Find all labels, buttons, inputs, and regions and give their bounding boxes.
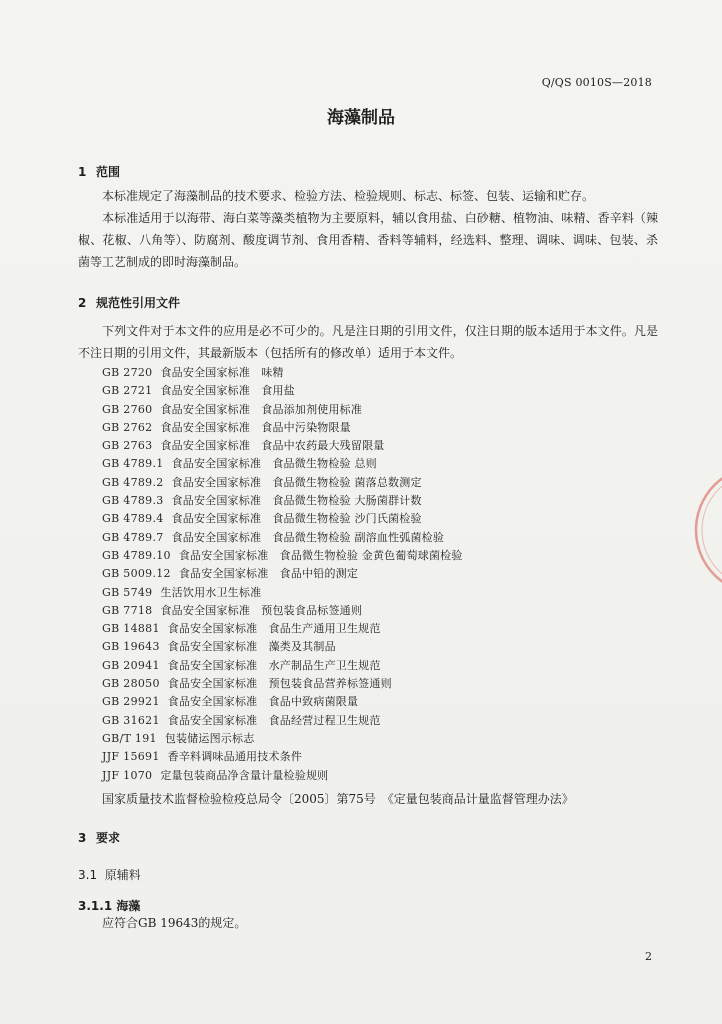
reference-code: GB 2760 — [102, 402, 153, 416]
reference-title: 食品安全国家标准 食品生产通用卫生规范 — [167, 622, 381, 636]
reference-title: 食品安全国家标准 食品中铅的测定 — [178, 567, 359, 581]
section-number: 2 — [78, 296, 87, 310]
reference-title: 食品安全国家标准 预包装食品标签通则 — [160, 603, 363, 617]
reference-item — [102, 602, 463, 620]
reference-code: GB 4789.2 — [102, 475, 164, 489]
reference-code: GB 5749 — [102, 585, 153, 599]
reference-item — [102, 547, 463, 565]
reference-list — [102, 364, 463, 785]
reference-code: GB 4789.3 — [102, 494, 164, 508]
reference-code: GB 5009.12 — [102, 567, 171, 581]
reference-title: 包装储运图示标志 — [164, 731, 255, 745]
reference-item — [102, 364, 463, 382]
reference-title: 食品安全国家标准 味精 — [160, 366, 284, 379]
reference-title: 食品安全国家标准 食品经营过程卫生规范 — [167, 713, 381, 727]
subsection-3-1-1-heading: 3.1.1 海藻 — [78, 899, 141, 913]
reference-item — [102, 437, 463, 455]
reference-code: GB 4789.1 — [102, 457, 164, 471]
reference-item — [102, 767, 463, 785]
reference-item — [102, 529, 463, 547]
reference-code: JJF 1070 — [102, 768, 153, 782]
reference-item — [102, 382, 463, 400]
reference-item — [102, 638, 463, 656]
subsection-3-1-1-text: 应符合GB 19643的规定。 — [102, 916, 247, 930]
reference-title: 定量包装商品净含量计量检验规则 — [160, 768, 329, 782]
decree-reference: 国家质量技术监督检验检疫总局令〔2005〕第75号 《定量包装商品计量监督管理办法》 — [102, 792, 574, 806]
reference-title: 食品安全国家标准 食品微生物检验 副溶血性弧菌检验 — [171, 530, 445, 544]
reference-title: 食品安全国家标准 食品中污染物限量 — [160, 420, 351, 434]
reference-code: GB 2721 — [102, 384, 153, 398]
reference-item — [102, 584, 463, 602]
reference-title: 食品安全国家标准 藻类及其制品 — [167, 640, 336, 654]
document-title: 海藻制品 — [327, 108, 395, 128]
reference-title: 食品安全国家标准 食品中农药最大残留限量 — [160, 439, 385, 453]
reference-code: GB 29921 — [102, 695, 160, 709]
reference-code: GB 20941 — [102, 658, 160, 672]
standard-code: Q/QS 0010S—2018 — [541, 76, 652, 89]
scope-paragraph-2: 本标准适用于以海带、海白菜等藻类植物为主要原料，辅以食用盐、白砂糖、植物油、味精、香辛料（辣椒、花椒、八角等）、防腐剂、酸度调节剂、食用香精、香料等辅料，经选料、整理、调味、调味、包装、杀菌等工艺制成的即时海藻制品。 — [78, 211, 658, 269]
reference-code: GB 2762 — [102, 420, 153, 434]
section-title: 要求 — [96, 831, 121, 845]
reference-code: GB 2720 — [102, 366, 153, 379]
reference-item — [102, 657, 463, 675]
reference-title: 食品安全国家标准 食用盐 — [160, 384, 295, 398]
reference-code: GB/T 191 — [102, 731, 157, 745]
reference-item — [102, 510, 463, 528]
reference-title: 食品安全国家标准 食品微生物检验 菌落总数测定 — [171, 475, 422, 489]
reference-code: GB 28050 — [102, 677, 160, 691]
reference-item — [102, 455, 463, 473]
reference-title: 食品安全国家标准 水产制品生产卫生规范 — [167, 658, 381, 672]
section-number: 1 — [78, 165, 87, 179]
section-1-heading — [78, 163, 120, 180]
reference-title: 食品安全国家标准 食品微生物检验 沙门氏菌检验 — [171, 512, 422, 526]
reference-title: 食品安全国家标准 食品微生物检验 金黄色葡萄球菌检验 — [178, 548, 463, 562]
reference-item — [102, 712, 463, 730]
section-title: 范围 — [96, 165, 121, 179]
reference-title: 食品安全国家标准 食品微生物检验 大肠菌群计数 — [171, 494, 422, 508]
reference-item — [102, 474, 463, 492]
reference-code: GB 4789.10 — [102, 548, 171, 562]
references-intro: 下列文件对于本文件的应用是必不可少的。凡是注日期的引用文件，仅注日期的版本适用于本文件。凡是不注日期的引用文件，其最新版本（包括所有的修改单）适用于本文件。 — [78, 324, 658, 360]
reference-title: 食品安全国家标准 食品微生物检验 总则 — [171, 457, 377, 471]
reference-code: GB 19643 — [102, 640, 160, 654]
reference-code: GB 7718 — [102, 603, 153, 617]
reference-item — [102, 693, 463, 711]
reference-item — [102, 620, 463, 638]
reference-item — [102, 730, 463, 748]
reference-title: 食品安全国家标准 食品添加剂使用标准 — [160, 402, 363, 416]
reference-item — [102, 419, 463, 437]
reference-code: GB 2763 — [102, 439, 153, 453]
scope-paragraph-1: 本标准规定了海藻制品的技术要求、检验方法、检验规则、标志、标签、包装、运输和贮存。 — [102, 189, 595, 203]
page-number: 2 — [645, 950, 652, 963]
section-title: 规范性引用文件 — [96, 296, 181, 310]
subsection-3-1-heading: 3.1 原辅料 — [78, 868, 141, 882]
reference-item — [102, 492, 463, 510]
reference-item — [102, 675, 463, 693]
reference-item — [102, 565, 463, 583]
reference-code: GB 31621 — [102, 713, 160, 727]
reference-title: 生活饮用水卫生标准 — [160, 585, 262, 599]
reference-title: 食品安全国家标准 食品中致病菌限量 — [167, 695, 359, 709]
reference-code: GB 4789.4 — [102, 512, 164, 526]
reference-item — [102, 748, 463, 766]
reference-code: GB 4789.7 — [102, 530, 164, 544]
reference-title: 食品安全国家标准 预包装食品营养标签通则 — [167, 677, 392, 691]
section-number: 3 — [78, 831, 87, 845]
reference-title: 香辛料调味品通用技术条件 — [167, 750, 303, 764]
section-2-heading — [78, 294, 180, 311]
reference-code: GB 14881 — [102, 622, 160, 636]
reference-code: JJF 15691 — [102, 750, 160, 764]
red-seal-stamp — [690, 450, 722, 610]
reference-item — [102, 401, 463, 419]
section-3-heading — [78, 829, 120, 846]
